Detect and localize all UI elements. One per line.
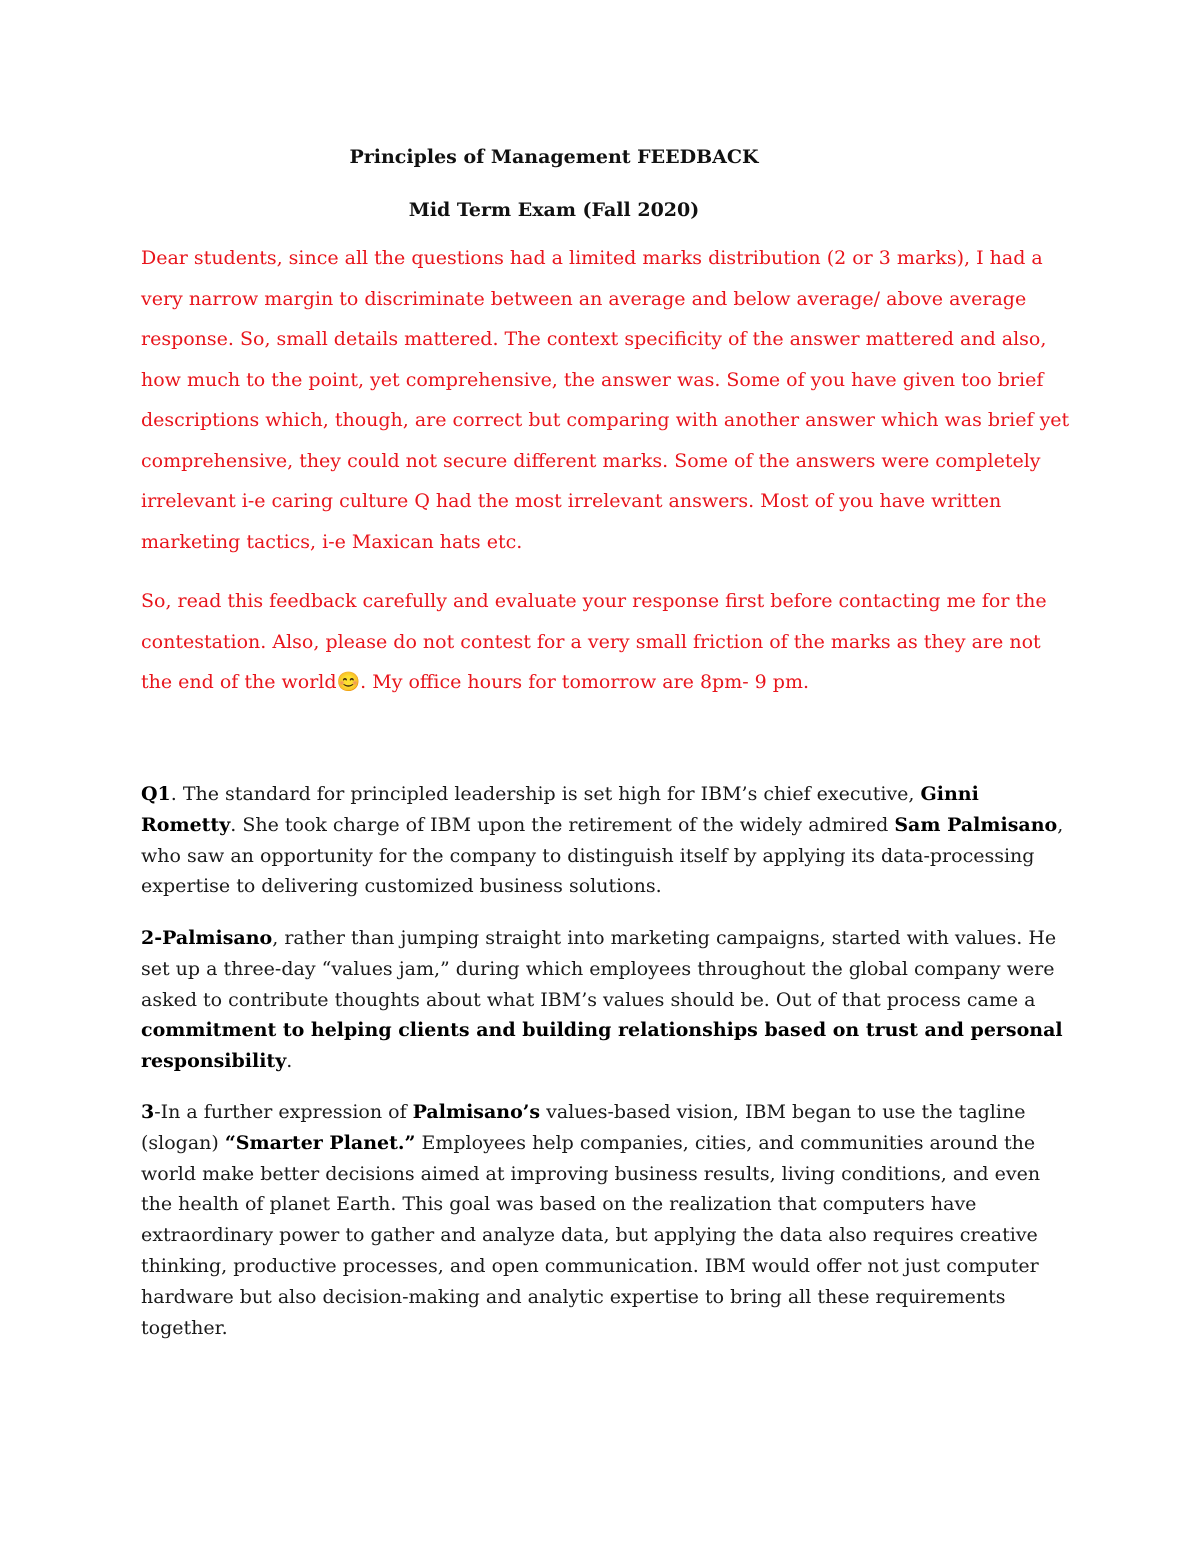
question-1-bold-name: Ginni Rometty	[141, 783, 979, 836]
question-1-text: . She took charge of IBM upon the retirement of the widely admired	[230, 813, 895, 836]
question-1-text: , who saw an opportunity for the company to distinguish itself by applying its data-processing expertise to delivering customized business solutions.	[141, 813, 1064, 898]
question-1-paragraph	[141, 779, 1076, 902]
question-2-label: 2-Palmisano	[141, 927, 273, 949]
instructor-note-paragraph-1: Dear students, since all the questions had a limited marks distribution (2 or 3 marks), I had a very narrow margin to discriminate between an average and below average/ above average response. So, small details mattered. The context specificity of the answer mattered and also, how much to the point, yet comprehensive, the answer was. Some of you have given too brief descriptions which, though, are correct but comparing with another answer which was brief yet comprehensive, they could not secure different marks. Some of the answers were completely irrelevant i-e caring culture Q had the most irrelevant answers. Most of you have written marketing tactics, i-e Maxican hats etc.	[141, 247, 1070, 553]
question-1-bold-name: Sam Palmisano	[894, 813, 1058, 836]
question-3-label: 3	[141, 1101, 155, 1123]
document-title: Principles of Management FEEDBACK	[349, 146, 759, 168]
question-2-bold-phrase: commitment to helping clients and building relationships based on trust and personal responsibility	[141, 1019, 1063, 1073]
question-2-text: .	[286, 1050, 293, 1073]
question-3-bold-name: Palmisano’s	[412, 1101, 541, 1123]
question-3-text: Employees help companies, cities, and communities around the world make better decisions aimed at improving business results, living conditions, and even the health of planet Earth. This goal was based on the realization that computers have extraordinary power to gather and analyze data, but applying the data also requires creative thinking, productive processes, and open communication. IBM would offer not just computer hardware but also decision-making and analytic expertise to bring all these requirements together.	[141, 1131, 1041, 1339]
question-2-text: , rather than jumping straight into marketing campaigns, started with values. He set up a three-day “values jam,” during which employees throughout the global company were asked to contribute thoughts about what IBM’s values should be. Out of that process came a	[141, 927, 1057, 1011]
instructor-note-paragraph-2: So, read this feedback carefully and evaluate your response first before contacting me for the contestation. Also, please do not contest for a very small friction of the marks as they are not the end of the world😊. My office hours for tomorrow are 8pm- 9 pm.	[141, 590, 1047, 693]
question-3-paragraph	[141, 1097, 1076, 1343]
question-1-label: Q1	[141, 783, 171, 805]
question-3-text: values-based vision, IBM began to use the tagline (slogan)	[141, 1101, 1026, 1154]
document-subtitle: Mid Term Exam (Fall 2020)	[408, 199, 700, 221]
question-2-paragraph	[141, 923, 1076, 1077]
question-3-text: -In a further expression of	[154, 1101, 413, 1123]
question-1-text: . The standard for principled leadership is set high for IBM’s chief executive,	[170, 783, 921, 805]
question-3-bold-tagline: “Smarter Planet.”	[224, 1131, 416, 1154]
